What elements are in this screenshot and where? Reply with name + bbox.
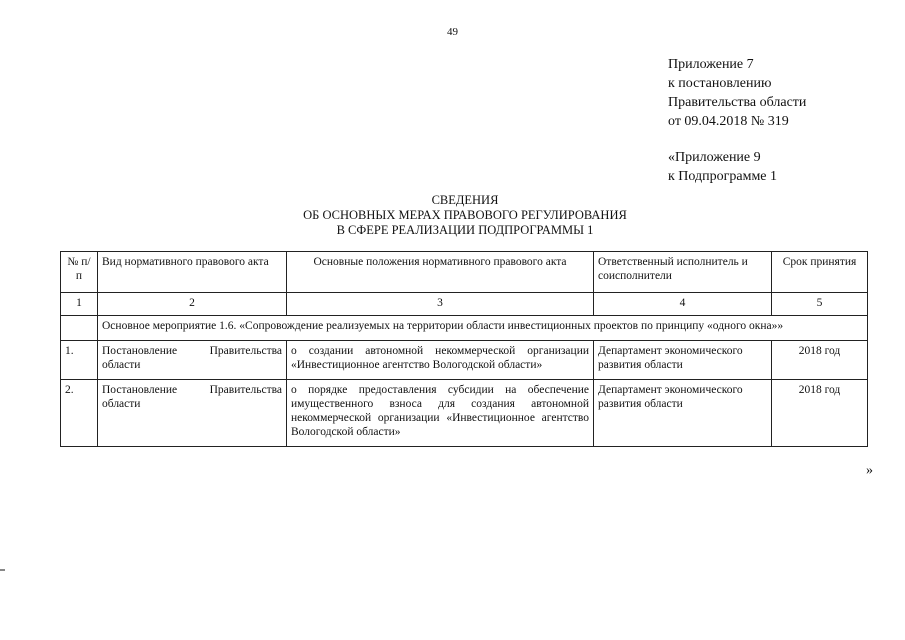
table-row xyxy=(61,341,868,380)
measures-table xyxy=(60,251,868,447)
appendix-line: к Подпрограмме 1 xyxy=(668,169,778,184)
appendix-note xyxy=(668,55,806,186)
row-provisions: о создании автономной некоммерческой организации «Инвестиционное агентство Вологодской области» xyxy=(287,341,594,380)
column-number: 4 xyxy=(594,293,772,316)
row-type-word: Правительства xyxy=(209,384,282,396)
header-provisions: Основные положения нормативного правового акта xyxy=(287,252,594,293)
row-num: 2. xyxy=(61,380,98,447)
title-line: В СФЕРЕ РЕАЛИЗАЦИИ ПОДПРОГРАММЫ 1 xyxy=(336,223,594,237)
row-provisions: о порядке предоставления субсидии на обеспечение имущественного взноса для создания автономной некоммерческой организации «Инвестиционное агентство Вологодской области» xyxy=(287,380,594,447)
document-title xyxy=(0,193,905,238)
row-executor: Департамент экономического развития области xyxy=(594,380,772,447)
closing-quote: » xyxy=(866,463,873,478)
table-header-row xyxy=(61,252,868,293)
header-term: Срок принятия xyxy=(772,252,868,293)
row-term: 2018 год xyxy=(772,380,868,447)
scan-edge-mark xyxy=(0,569,5,571)
column-number: 2 xyxy=(98,293,287,316)
row-type-word: Постановление xyxy=(102,384,178,396)
row-num: 1. xyxy=(61,341,98,380)
section-row xyxy=(61,316,868,341)
row-type-word: Правительства xyxy=(209,345,282,357)
appendix-line: Приложение 7 xyxy=(668,57,754,72)
appendix-line: Правительства области xyxy=(668,95,807,110)
column-number: 3 xyxy=(287,293,594,316)
row-type xyxy=(98,341,287,380)
column-number: 1 xyxy=(61,293,98,316)
title-line: СВЕДЕНИЯ xyxy=(431,193,499,207)
section-title: Основное мероприятие 1.6. «Сопровождение реализуемых на территории области инвестиционных проектов по принципу «одного окна»» xyxy=(98,316,868,341)
table-row xyxy=(61,380,868,447)
row-type-rest: области xyxy=(102,398,141,410)
title-line: ОБ ОСНОВНЫХ МЕРАХ ПРАВОВОГО РЕГУЛИРОВАНИЯ xyxy=(303,208,627,222)
column-number: 5 xyxy=(772,293,868,316)
row-type xyxy=(98,380,287,447)
appendix-line: к постановлению xyxy=(668,76,772,91)
appendix-line: от 09.04.2018 № 319 xyxy=(668,114,789,129)
page-number: 49 xyxy=(447,26,458,38)
row-type-rest: области xyxy=(102,359,141,371)
appendix-line: «Приложение 9 xyxy=(668,150,761,165)
header-executor: Ответственный исполнитель и соисполнители xyxy=(594,252,772,293)
header-num: № п/п xyxy=(61,252,98,293)
row-type-word: Постановление xyxy=(102,345,178,357)
row-executor: Департамент экономического развития области xyxy=(594,341,772,380)
column-number-row xyxy=(61,293,868,316)
row-term: 2018 год xyxy=(772,341,868,380)
header-type: Вид нормативного правового акта xyxy=(98,252,287,293)
